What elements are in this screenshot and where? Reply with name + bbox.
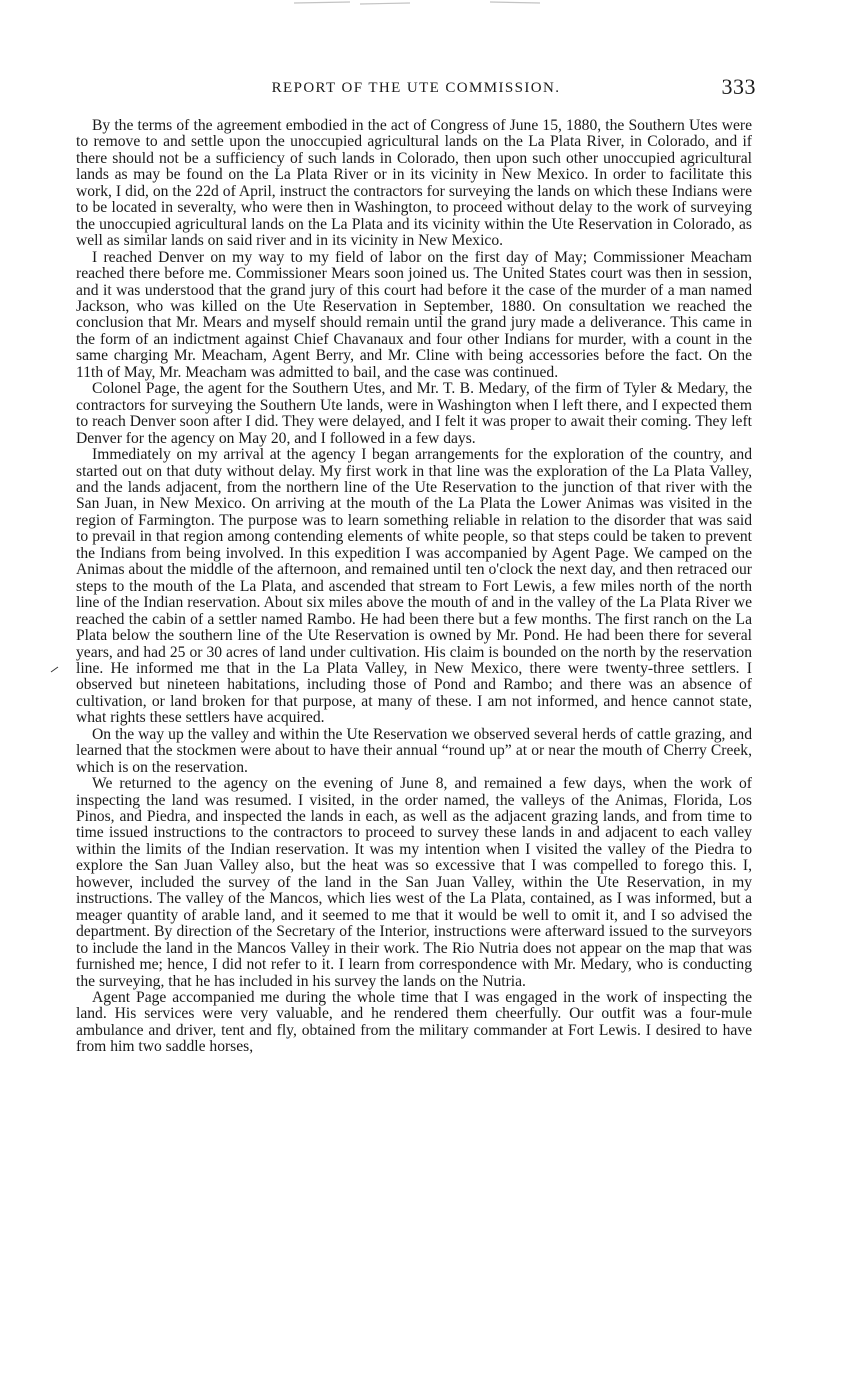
page-number: 333	[721, 74, 756, 99]
paragraph-4: Immediately on my arrival at the agency I began arrangements for the exploration of the country, and started out on that duty without delay. My first work in that line was the exploration of the La Plata Valley, and the lands adjacent, from the northern line of the Ute Reservation to the junction of that river with the San Juan, in New Mexico. On arriving at the mouth of the La Plata the Lower Animas was visited in the region of Farmington. The purpose was to learn something reliable in relation to the disorder that was said to prevail in that region among contending elements of white people, so that steps could be taken to prevent the Indians from being involved. In this expedition I was accompanied by Agent Page. We camped on the Animas about the middle of the afternoon, and remained until ten o'clock the next day, and then retraced our steps to the mouth of the La Plata, and ascended that stream to Fort Lewis, a few miles north of the north line of the Indian reservation. About six miles above the mouth of and in the valley of the La Plata River we reached the cabin of a settler named Rambo. He had been there but a few months. The first ranch on the La Plata below the southern line of the Ute Reservation is owned by Mr. Pond. He had been there for several years, and had 25 or 30 acres of land under cultivation. His claim is bounded on the north by the reservation line. He informed me that in the La Plata Valley, in New Mexico, there were twenty-three settlers. I observed but nineteen habitations, including those of Pond and Rambo; and there was an absence of cultivation, or land broken for that purpose, at many of these. I am not informed, and hence cannot state, what rights these settlers have acquired.	[76, 446, 752, 727]
paragraph-5: On the way up the valley and within the Ute Reservation we observed several herds of cattle grazing, and learned that the stockmen were about to have their annual “round up” at or near the mouth of Cherry Creek, which is on the reservation.	[76, 725, 752, 776]
body-text	[76, 118, 752, 1056]
paragraph-7: Agent Page accompanied me during the whole time that I was engaged in the work of inspecting the land. His services were very valuable, and he rendered them cheerfully. Our outfit was a four-mule ambulance and driver, tent and fly, obtained from the military commander at Fort Lewis. I desired to have from him two saddle horses,	[76, 989, 752, 1056]
running-head	[76, 74, 756, 104]
paragraph-1: By the terms of the agreement embodied in the act of Congress of June 15, 1880, the Southern Utes were to remove to and settle upon the unoccupied agricultural lands on the La Plata River, in Colorado, and if there should not be a sufficiency of such lands in Colorado, then upon such other unoccupied agricultural lands as may be found on the La Plata River or in its vicinity in New Mexico. In order to facilitate this work, I did, on the 22d of April, instruct the contractors for surveying the lands on which these Indians were to be located in severalty, who were then in Washington, to proceed without delay to the work of surveying the unoccupied agricultural lands on the La Plata and its vicinity within the Ute Reservation in Colorado, as well as similar lands on said river and in its vicinity in New Mexico.	[76, 117, 752, 250]
paragraph-3: Colonel Page, the agent for the Southern Utes, and Mr. T. B. Medary, of the firm of Tyler & Medary, the contractors for surveying the Southern Ute lands, were in Washington when I left there, and I expected them to reach Denver soon after I did. They were delayed, and I felt it was proper to await their coming. They left Denver for the agency on May 20, and I followed in a few days.	[76, 380, 752, 447]
scan-artifact-mark	[290, 0, 550, 8]
running-title: REPORT OF THE UTE COMMISSION.	[271, 80, 561, 96]
paragraph-6: We returned to the agency on the evening of June 8, and remained a few days, when the work of inspecting the land was resumed. I visited, in the order named, the valleys of the Animas, Florida, Los Pinos, and Piedra, and inspected the lands in each, as well as the adjacent grazing lands, and from time to time issued instructions to the contractors to proceed to survey these lands in and adjacent to each valley within the limits of the Indian reservation. It was my intention when I visited the valley of the Piedra to explore the San Juan Valley also, but the heat was so excessive that I was compelled to forego this. I, however, included the survey of the land in the San Juan Valley, within the Ute Reservation, in my instructions. The valley of the Mancos, which lies west of the La Plata, contained, as I was informed, but a meager quantity of arable land, and it seemed to me that it would be well to omit it, and I so advised the department. By direction of the Secretary of the Interior, instructions were afterward issued to the surveyors to include the land in the Mancos Valley in their work. The Rio Nutria does not appear on the map that was furnished me; hence, I did not refer to it. I learn from correspondence with Mr. Medary, who is conducting the surveying, that he has included in his survey the lands on the Nutria.	[76, 775, 752, 990]
paragraph-2: I reached Denver on my way to my field of labor on the first day of May; Commissioner Meacham reached there before me. Commissioner Mears soon joined us. The United States court was then in session, and it was understood that the grand jury of this court had before it the case of the murder of a man named Jackson, who was killed on the Ute Reservation in September, 1880. On consultation we reached the conclusion that Mr. Mears and myself should remain until the grand jury made a deliverance. This came in the form of an indictment against Chief Chavanaux and four other Indians for murder, with a count in the same charging Mr. Meacham, Agent Berry, and Mr. Cline with being accessories before the fact. On the 11th of May, Mr. Meacham was admitted to bail, and the case was continued.	[76, 248, 752, 381]
margin-mark	[50, 664, 60, 674]
